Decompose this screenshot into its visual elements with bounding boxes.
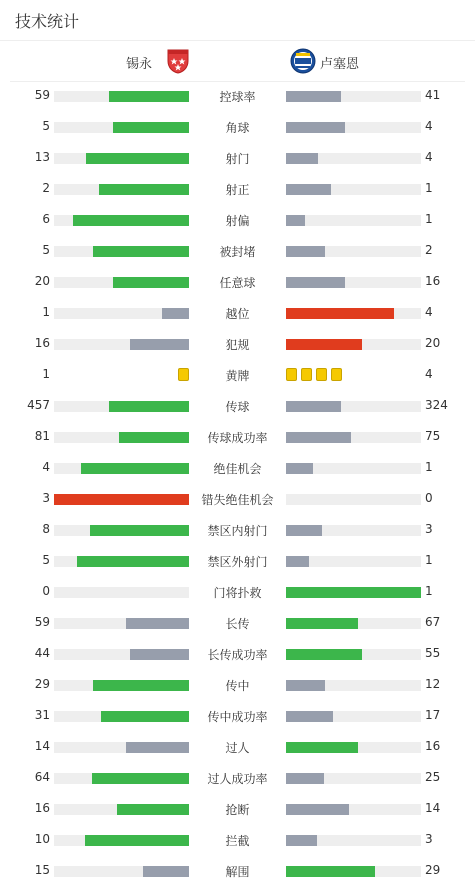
stat-label: 抢断 <box>225 803 250 817</box>
away-value: 75 <box>425 429 441 443</box>
home-bar-fill <box>90 525 189 536</box>
home-bar-track <box>54 556 189 567</box>
home-value: 59 <box>34 615 50 629</box>
home-bar-track <box>54 711 189 722</box>
stat-label: 犯规 <box>225 338 250 352</box>
away-bar-fill <box>286 618 358 629</box>
home-value: 5 <box>42 243 50 257</box>
home-bar-fill <box>119 432 189 443</box>
stat-label: 射偏 <box>225 214 250 228</box>
stat-label: 拦截 <box>225 834 250 848</box>
away-bar-fill <box>286 711 333 722</box>
teams-header <box>10 41 465 82</box>
away-bar-track <box>286 494 421 505</box>
stat-label: 射门 <box>225 152 250 166</box>
home-bar-track <box>54 587 189 598</box>
home-bar-fill <box>109 401 189 412</box>
away-value: 4 <box>425 150 433 164</box>
stat-row <box>0 422 475 453</box>
home-bar-track <box>54 215 189 226</box>
home-bar-fill <box>126 618 189 629</box>
home-bar-fill <box>77 556 189 567</box>
away-value: 41 <box>425 88 441 102</box>
home-value: 1 <box>42 367 50 381</box>
stat-label: 错失绝佳机会 <box>201 493 274 507</box>
home-bar-fill <box>113 122 189 133</box>
home-bar-fill <box>113 277 189 288</box>
home-value: 16 <box>34 801 50 815</box>
home-bar-track <box>54 680 189 691</box>
away-bar-fill <box>286 401 341 412</box>
away-value: 1 <box>425 181 433 195</box>
stat-label: 传球成功率 <box>207 431 268 445</box>
away-value: 4 <box>425 305 433 319</box>
home-bar-fill <box>54 494 189 505</box>
away-bar-fill <box>286 835 317 846</box>
yellow-card-icon <box>301 368 312 381</box>
home-bar-track <box>54 866 189 877</box>
home-bar-track <box>54 804 189 815</box>
away-bar-track <box>286 215 421 226</box>
home-value: 64 <box>34 770 50 784</box>
away-team-logo-icon[interactable] <box>290 48 316 74</box>
stat-row <box>0 670 475 701</box>
home-value: 3 <box>42 491 50 505</box>
home-value: 457 <box>27 398 50 412</box>
away-bar-track <box>286 339 421 350</box>
away-bar-track <box>286 91 421 102</box>
home-value: 29 <box>34 677 50 691</box>
stat-label: 任意球 <box>219 276 256 290</box>
home-value: 1 <box>42 305 50 319</box>
stat-row <box>0 577 475 608</box>
stat-label: 被封堵 <box>219 245 256 259</box>
away-value: 29 <box>425 863 441 877</box>
home-bar-track <box>54 401 189 412</box>
stat-row <box>0 298 475 329</box>
home-value: 44 <box>34 646 50 660</box>
away-bar-fill <box>286 246 325 257</box>
stat-row <box>0 329 475 360</box>
away-value: 55 <box>425 646 441 660</box>
stat-label: 过人成功率 <box>207 772 268 786</box>
away-value: 25 <box>425 770 441 784</box>
away-bar-fill <box>286 556 309 567</box>
stat-label: 传球 <box>225 400 250 414</box>
yellow-card-icon <box>178 368 189 381</box>
home-value: 0 <box>42 584 50 598</box>
away-bar-track <box>286 308 421 319</box>
away-value: 1 <box>425 584 433 598</box>
stat-label: 越位 <box>225 307 250 321</box>
away-value: 14 <box>425 801 441 815</box>
away-bar-track <box>286 277 421 288</box>
away-bar-fill <box>286 525 322 536</box>
away-value: 3 <box>425 832 433 846</box>
away-bar-track <box>286 618 421 629</box>
stat-label: 过人 <box>225 741 250 755</box>
home-bar-track <box>54 339 189 350</box>
away-bar-track <box>286 432 421 443</box>
stat-row <box>0 267 475 298</box>
home-bar-fill <box>81 463 189 474</box>
yellow-card-icon <box>316 368 327 381</box>
away-bar-track <box>286 742 421 753</box>
home-bar-track <box>54 525 189 536</box>
home-bar-track <box>54 308 189 319</box>
away-bar-track <box>286 153 421 164</box>
away-value: 4 <box>425 119 433 133</box>
home-value: 2 <box>42 181 50 195</box>
home-value: 4 <box>42 460 50 474</box>
home-bar-fill <box>92 773 189 784</box>
away-bar-fill <box>286 432 351 443</box>
stat-row <box>0 81 475 112</box>
page-header <box>0 0 475 41</box>
home-bar-fill <box>93 680 189 691</box>
away-bar-track <box>286 463 421 474</box>
home-bar-fill <box>109 91 189 102</box>
home-bar-track <box>54 184 189 195</box>
home-bar-track <box>54 618 189 629</box>
home-value: 14 <box>34 739 50 753</box>
away-team-name[interactable]: 卢塞恩 <box>320 57 360 72</box>
away-value: 3 <box>425 522 433 536</box>
home-bar-track <box>54 91 189 102</box>
home-value: 81 <box>34 429 50 443</box>
home-bar-fill <box>130 649 189 660</box>
home-team-name[interactable]: 锡永 <box>125 57 152 72</box>
away-bar-track <box>286 122 421 133</box>
stat-row <box>0 794 475 825</box>
away-value: 16 <box>425 274 441 288</box>
away-value: 324 <box>425 398 448 412</box>
page-title: 技术统计 <box>15 11 80 31</box>
stat-label: 传中 <box>225 679 250 693</box>
home-bar-fill <box>143 866 189 877</box>
stat-row <box>0 546 475 577</box>
home-bar-track <box>54 246 189 257</box>
stat-row <box>0 453 475 484</box>
away-bar-fill <box>286 866 375 877</box>
home-bar-fill <box>73 215 189 226</box>
away-bar-fill <box>286 91 341 102</box>
away-bar-fill <box>286 308 394 319</box>
away-value: 16 <box>425 739 441 753</box>
yellow-card-icon <box>331 368 342 381</box>
away-bar-track <box>286 556 421 567</box>
away-bar-track <box>286 773 421 784</box>
away-bar-track <box>286 184 421 195</box>
home-value: 8 <box>42 522 50 536</box>
stat-label: 控球率 <box>219 90 256 104</box>
stats-list <box>0 81 475 887</box>
away-bar-fill <box>286 277 345 288</box>
stat-row <box>0 391 475 422</box>
stat-label: 长传 <box>225 617 250 631</box>
away-bar-track <box>286 866 421 877</box>
away-bar-fill <box>286 773 324 784</box>
home-bar-track <box>54 835 189 846</box>
away-bar-fill <box>286 463 313 474</box>
away-bar-fill <box>286 742 358 753</box>
home-value: 6 <box>42 212 50 226</box>
home-value: 13 <box>34 150 50 164</box>
home-bar-fill <box>99 184 189 195</box>
away-cards <box>286 368 342 381</box>
stat-row <box>0 174 475 205</box>
stat-row <box>0 639 475 670</box>
away-bar-fill <box>286 339 362 350</box>
away-bar-fill <box>286 680 325 691</box>
away-value: 1 <box>425 553 433 567</box>
home-value: 16 <box>34 336 50 350</box>
stat-row <box>0 236 475 267</box>
home-bar-fill <box>93 246 189 257</box>
stat-row <box>0 112 475 143</box>
stat-row <box>0 825 475 856</box>
stat-label: 长传成功率 <box>207 648 268 662</box>
stat-label: 绝佳机会 <box>213 462 262 476</box>
stat-row <box>0 484 475 515</box>
away-value: 20 <box>425 336 441 350</box>
home-bar-fill <box>101 711 189 722</box>
away-bar-track <box>286 804 421 815</box>
away-bar-fill <box>286 184 331 195</box>
stat-label: 禁区内射门 <box>207 524 268 538</box>
stat-label: 射正 <box>225 183 250 197</box>
away-value: 2 <box>425 243 433 257</box>
away-bar-fill <box>286 153 318 164</box>
away-value: 1 <box>425 460 433 474</box>
home-bar-fill <box>85 835 189 846</box>
home-bar-track <box>54 773 189 784</box>
away-bar-track <box>286 525 421 536</box>
away-bar-track <box>286 649 421 660</box>
home-bar-track <box>54 432 189 443</box>
yellow-card-icon <box>286 368 297 381</box>
away-bar-fill <box>286 215 305 226</box>
away-bar-track <box>286 587 421 598</box>
away-bar-fill <box>286 122 345 133</box>
stat-row <box>0 608 475 639</box>
stat-row <box>0 360 475 391</box>
away-bar-track <box>286 246 421 257</box>
away-value: 1 <box>425 212 433 226</box>
away-bar-track <box>286 835 421 846</box>
away-bar-fill <box>286 804 349 815</box>
away-bar-track <box>286 680 421 691</box>
stat-row <box>0 515 475 546</box>
home-value: 20 <box>34 274 50 288</box>
stat-row <box>0 143 475 174</box>
home-bar-track <box>54 277 189 288</box>
away-bar-track <box>286 711 421 722</box>
stat-row <box>0 701 475 732</box>
stat-row <box>0 763 475 794</box>
home-bar-track <box>54 122 189 133</box>
stat-row <box>0 205 475 236</box>
home-value: 59 <box>34 88 50 102</box>
home-value: 5 <box>42 553 50 567</box>
stat-label: 传中成功率 <box>207 710 268 724</box>
away-value: 12 <box>425 677 441 691</box>
home-bar-fill <box>126 742 189 753</box>
away-value: 67 <box>425 615 441 629</box>
stat-label: 角球 <box>225 121 250 135</box>
home-bar-fill <box>86 153 189 164</box>
stat-row <box>0 856 475 887</box>
away-bar-fill <box>286 587 421 598</box>
home-bar-track <box>54 153 189 164</box>
home-value: 15 <box>34 863 50 877</box>
stat-label: 门将扑救 <box>213 586 262 600</box>
home-bar-track <box>54 649 189 660</box>
home-value: 31 <box>34 708 50 722</box>
away-value: 0 <box>425 491 433 505</box>
away-bar-track <box>286 401 421 412</box>
home-team-logo-icon[interactable] <box>166 49 190 74</box>
stat-row <box>0 732 475 763</box>
home-value: 5 <box>42 119 50 133</box>
home-value: 10 <box>34 832 50 846</box>
away-value: 4 <box>425 367 433 381</box>
away-bar-fill <box>286 649 362 660</box>
home-bar-track <box>54 494 189 505</box>
home-bar-fill <box>130 339 189 350</box>
stat-label: 禁区外射门 <box>207 555 268 569</box>
home-bar-fill <box>117 804 189 815</box>
away-value: 17 <box>425 708 441 722</box>
home-bar-fill <box>162 308 189 319</box>
home-cards <box>178 368 189 381</box>
stat-label: 解围 <box>225 865 250 879</box>
home-bar-track <box>54 463 189 474</box>
home-bar-track <box>54 742 189 753</box>
stat-label: 黄牌 <box>225 369 250 383</box>
